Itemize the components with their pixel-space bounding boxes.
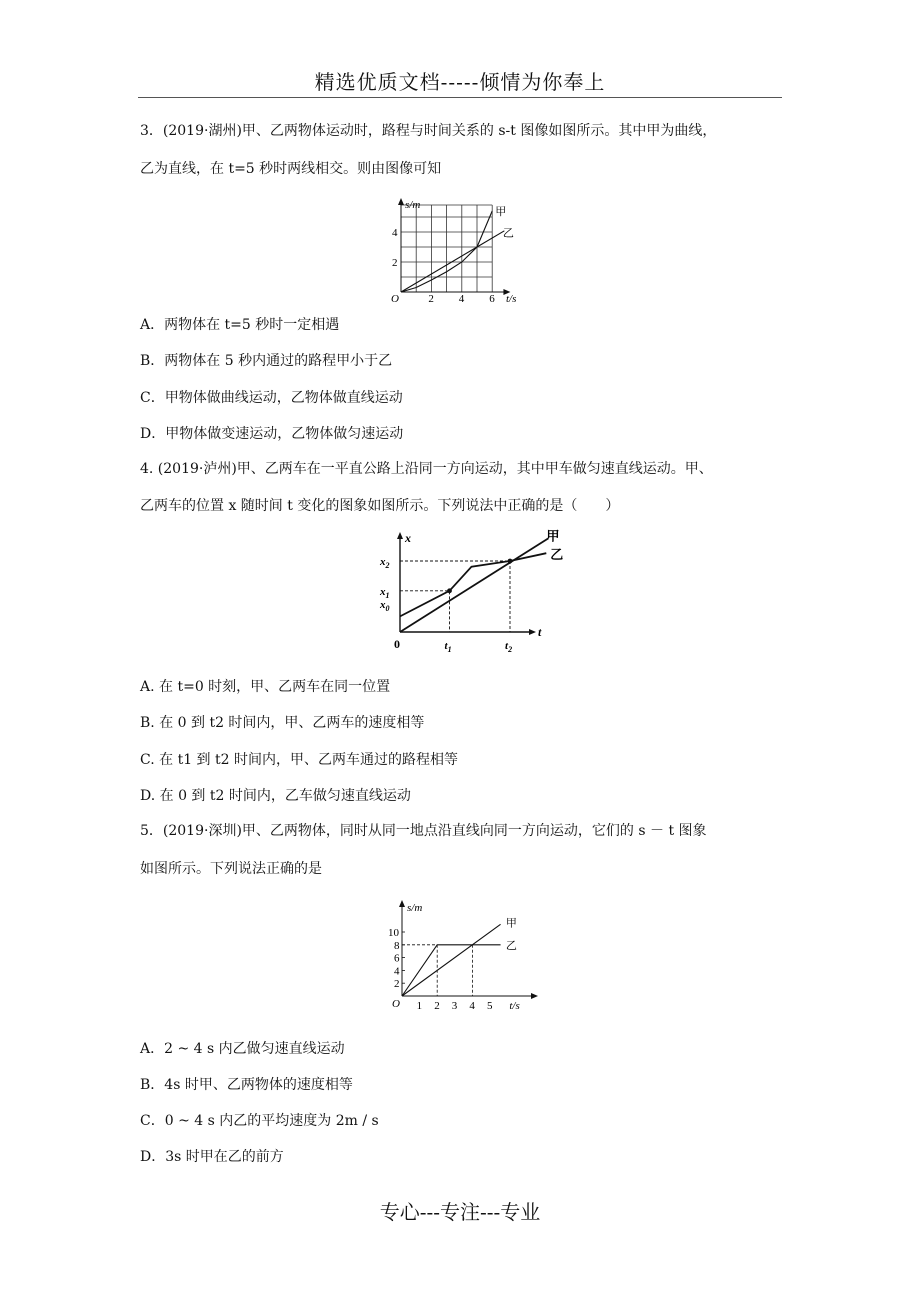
x-tick-label: 6	[489, 293, 495, 305]
x-tick-label: $t_2$	[505, 640, 513, 654]
q3-option-a[interactable]: A．两物体在 t=5 秒时一定相遇	[140, 317, 340, 333]
q4-stem-line-2: 乙两车的位置 x 随时间 t 变化的图象如图所示。下列说法中正确的是（ ）	[140, 498, 620, 514]
q5-stem-line-2: 如图所示。下列说法正确的是	[140, 861, 322, 877]
y-axis-label: s/m	[407, 902, 423, 914]
x-tick-label: 2	[428, 293, 434, 305]
guide-t1	[400, 591, 450, 632]
y-tick-label: 4	[392, 227, 398, 239]
q3-st-graph	[370, 196, 540, 304]
series-yi-line	[402, 945, 501, 996]
q5-option-c[interactable]: C．0 ~ 4 s 内乙的平均速度为 2m / s	[140, 1113, 379, 1129]
y-tick-label: 2	[394, 978, 400, 991]
y-tick-label: 4	[394, 965, 400, 978]
origin-label: 0	[394, 637, 400, 651]
y-tick-label: 2	[392, 257, 398, 269]
header-rule	[138, 97, 782, 98]
q5-st-graph	[372, 896, 548, 1018]
q5-option-b[interactable]: B．4s 时甲、乙两物体的速度相等	[140, 1077, 353, 1093]
legend-yi: 乙	[505, 939, 517, 952]
legend-jia: 甲	[546, 528, 560, 544]
y-tick-label: $x_0$	[380, 598, 390, 613]
x-tick-label: 4	[458, 293, 465, 305]
y-tick-label: $x_2$	[380, 556, 390, 570]
q5-stem-line-1: 5．(2019·深圳)甲、乙两物体，同时从同一地点沿直线向同一方向运动，它们的 s － t 图象	[140, 823, 707, 839]
q4-option-a[interactable]: A. 在 t=0 时刻，甲、乙两车在同一位置	[140, 679, 391, 695]
x-tick-label: 4	[469, 1000, 475, 1012]
y-tick-label: $x_1$	[380, 585, 390, 600]
q4-option-d[interactable]: D. 在 0 到 t2 时间内，乙车做匀速直线运动	[140, 788, 411, 804]
legend-yi: 乙	[502, 227, 514, 240]
y-axis-arrow	[399, 900, 405, 907]
q3-stem-line-1: 3．(2019·湖州)甲、乙两物体运动时，路程与时间关系的 s-t 图像如图所示。其中甲为曲线，	[140, 123, 717, 139]
intersection-point	[508, 559, 513, 564]
legend-jia: 甲	[505, 917, 517, 930]
y-tick-label: 8	[394, 939, 400, 952]
x-tick-label: 5	[487, 1000, 493, 1012]
page-footer: 专心---专注---专业	[379, 1200, 541, 1224]
x-axis-arrow	[529, 629, 536, 635]
q4-option-c[interactable]: C. 在 t1 到 t2 时间内，甲、乙两车通过的路程相等	[140, 752, 458, 768]
x-tick-label: 2	[434, 1000, 440, 1012]
origin-label: O	[392, 998, 400, 1010]
y-tick-label: 10	[388, 927, 399, 939]
x-tick-label: 3	[451, 1000, 458, 1012]
y-axis-label: x	[405, 531, 411, 545]
origin-label: O	[391, 293, 399, 305]
y-axis-label: s/m	[405, 199, 421, 211]
x-axis-label: t/s	[505, 293, 517, 305]
q5-option-d[interactable]: D．3s 时甲在乙的前方	[140, 1149, 284, 1165]
q4-xt-graph	[374, 528, 564, 658]
x-tick-label: 1	[416, 1000, 423, 1012]
series-jia-line	[402, 924, 501, 996]
page-header: 精选优质文档-----倾情为你奉上	[314, 70, 606, 94]
q5-option-a[interactable]: A．2 ~ 4 s 内乙做匀速直线运动	[140, 1041, 345, 1057]
series-jia-line	[400, 538, 549, 632]
legend-yi: 乙	[550, 547, 564, 563]
q3-option-d[interactable]: D．甲物体做变速运动，乙物体做匀速运动	[140, 426, 404, 442]
x-tick-label: $t_1$	[444, 640, 452, 654]
y-tick-label: 6	[394, 952, 400, 965]
q3-stem-line-2: 乙为直线，在 t=5 秒时两线相交。则由图像可知	[140, 161, 442, 177]
q3-option-c[interactable]: C．甲物体做曲线运动，乙物体做直线运动	[140, 390, 403, 406]
q4-stem-line-1: 4. (2019·泸州)甲、乙两车在一平直公路上沿同一方向运动，其中甲车做匀速直线运动。甲、	[140, 461, 713, 477]
y-axis-arrow	[397, 532, 403, 539]
intersection-point	[447, 588, 452, 593]
q3-option-b[interactable]: B．两物体在 5 秒内通过的路程甲小于乙	[140, 353, 393, 369]
x-axis-label: t	[538, 625, 542, 639]
x-axis-label: t/s	[509, 1000, 520, 1012]
q4-option-b[interactable]: B. 在 0 到 t2 时间内，甲、乙两车的速度相等	[140, 715, 425, 731]
legend-jia: 甲	[495, 206, 507, 218]
y-axis-arrow	[398, 198, 404, 205]
x-axis-arrow	[531, 993, 538, 999]
